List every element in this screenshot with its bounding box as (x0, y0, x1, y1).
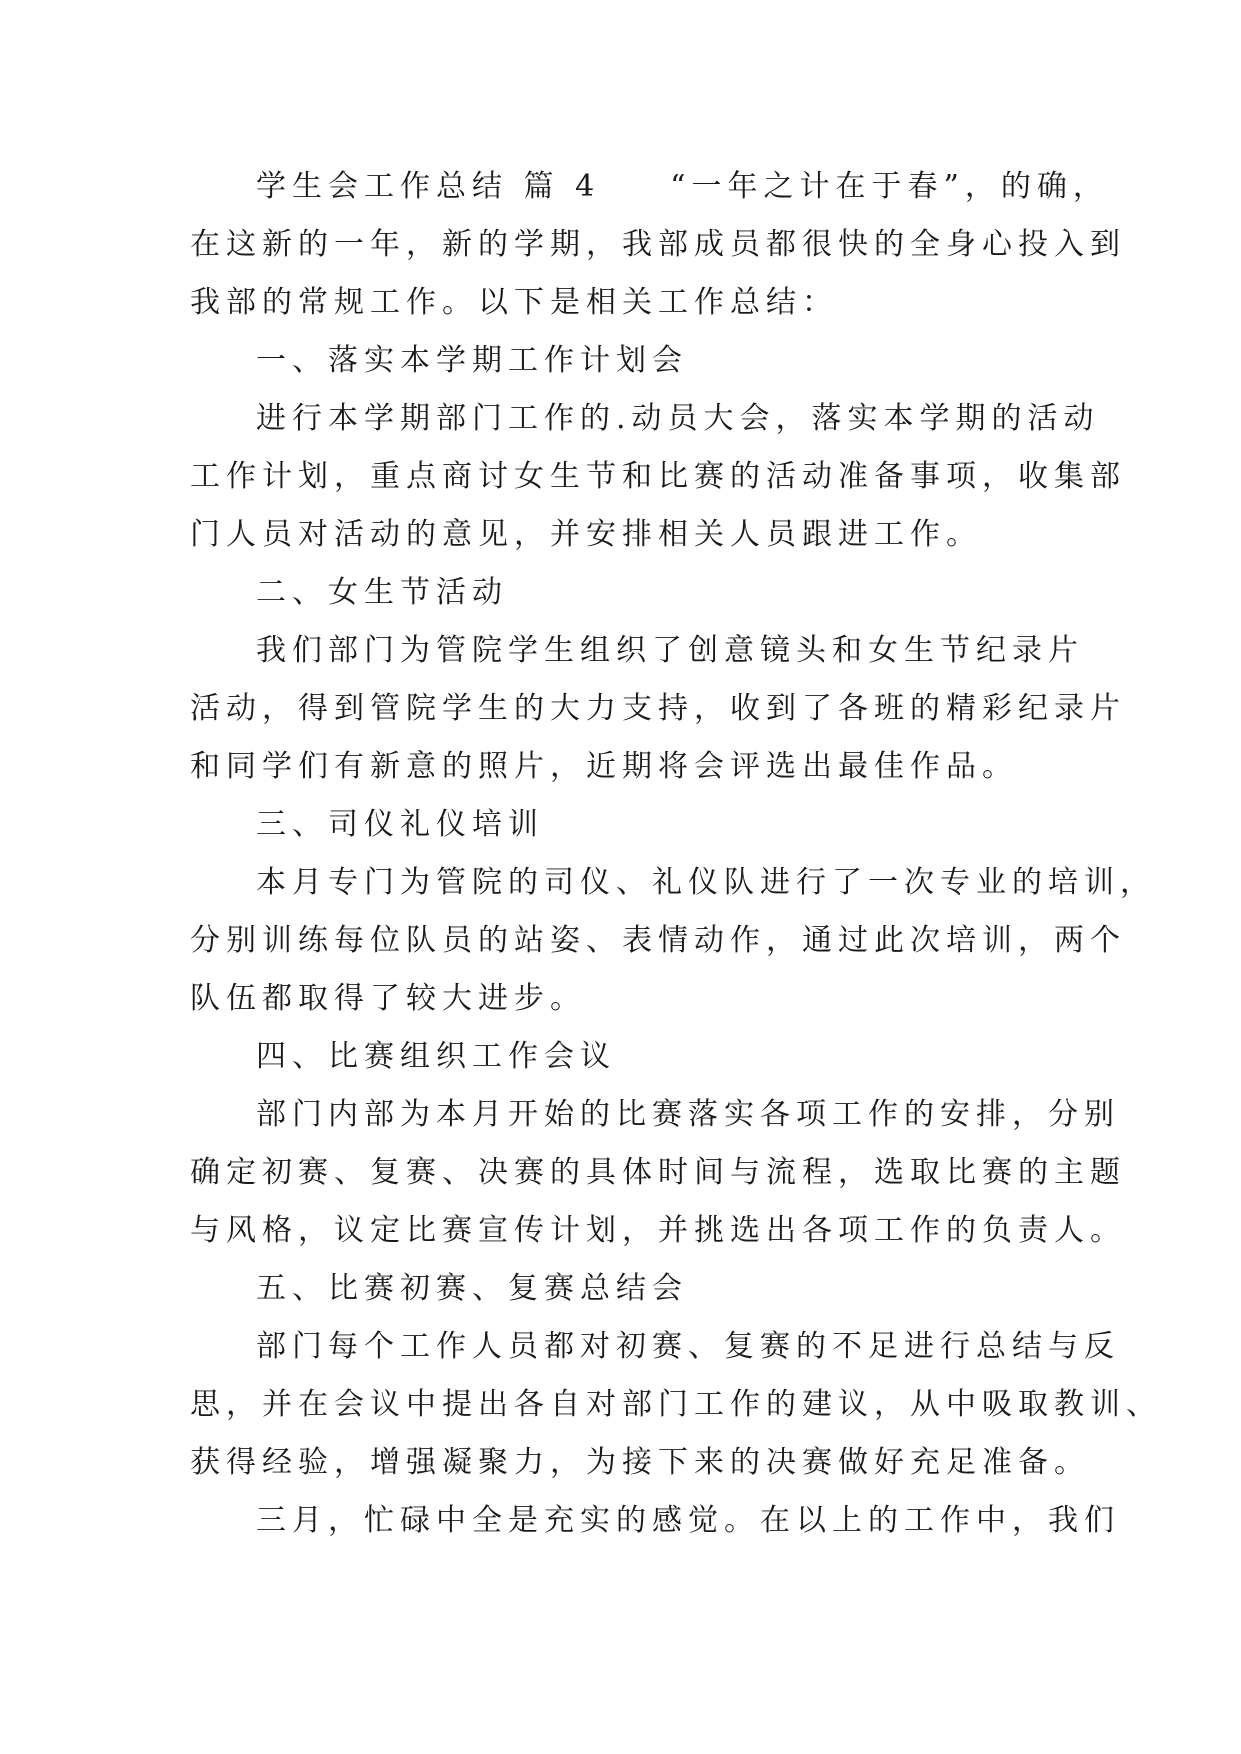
paragraph-line: 队伍都取得了较大进步。 (190, 981, 586, 1016)
paragraph-line: 工作计划，重点商讨女生节和比赛的活动准备事项，收集部 (190, 459, 1126, 494)
paragraph-line: 部门内部为本月开始的比赛落实各项工作的安排，分别 (256, 1097, 1120, 1132)
paragraph-line: 我部的常规工作。以下是相关工作总结： (190, 285, 838, 320)
paragraph-line: “一年之计在于春”，的确， (670, 169, 1109, 204)
paragraph-line: 进行本学期部门工作的.动员大会，落实本学期的活动 (256, 401, 1100, 436)
section-heading: 一、落实本学期工作计划会 (256, 343, 688, 378)
paragraph-line: 确定初赛、复赛、决赛的具体时间与流程，选取比赛的主题 (190, 1155, 1126, 1190)
paragraph-line: 与风格，议定比赛宣传计划，并挑选出各项工作的负责人。 (190, 1213, 1126, 1248)
paragraph-line: 获得经验，增强凝聚力，为接下来的决赛做好充足准备。 (190, 1445, 1090, 1480)
section-heading: 三、司仪礼仪培训 (256, 807, 544, 842)
paragraph-line: 三月，忙碌中全是充实的感觉。在以上的工作中，我们 (256, 1503, 1120, 1538)
document-title: 学生会工作总结 (256, 169, 508, 204)
section-heading: 五、比赛初赛、复赛总结会 (256, 1271, 688, 1306)
title-line (190, 158, 1109, 216)
paragraph-line: 在这新的一年，新的学期，我部成员都很快的全身心投入到 (190, 227, 1126, 262)
paragraph-line: 分别训练每位队员的站姿、表情动作，通过此次培训，两个 (190, 923, 1126, 958)
document-body (190, 158, 1162, 1550)
paragraph-line: 思，并在会议中提出各自对部门工作的建议，从中吸取教训、 (190, 1387, 1162, 1422)
paragraph-line: 活动，得到管院学生的大力支持，收到了各班的精彩纪录片 (190, 691, 1126, 726)
paragraph-line: 部门每个工作人员都对初赛、复赛的不足进行总结与反 (256, 1329, 1120, 1364)
paragraph-line: 我们部门为管院学生组织了创意镜头和女生节纪录片 (256, 633, 1084, 668)
section-heading: 二、女生节活动 (256, 575, 508, 610)
paragraph-line: 门人员对活动的意见，并安排相关人员跟进工作。 (190, 517, 982, 552)
article-label: 篇 4 (523, 169, 601, 204)
section-heading: 四、比赛组织工作会议 (256, 1039, 616, 1074)
paragraph-line: 和同学们有新意的照片，近期将会评选出最佳作品。 (190, 749, 1018, 784)
paragraph-line: 本月专门为管院的司仪、礼仪队进行了一次专业的培训， (256, 865, 1156, 900)
